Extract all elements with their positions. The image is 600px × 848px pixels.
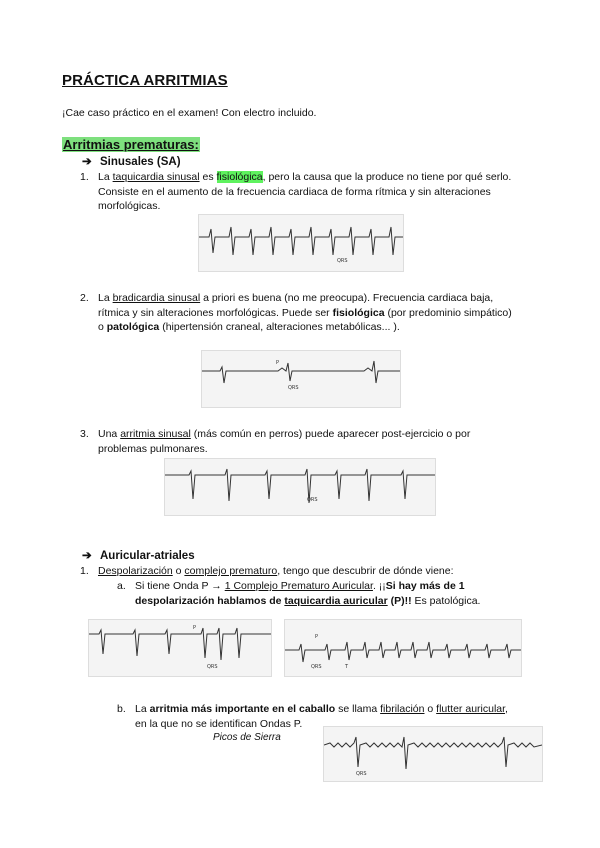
ecg-p-label: P: [193, 625, 197, 631]
ecg-t-label: T: [345, 664, 349, 670]
intro-text: ¡Cae caso práctico en el examen! Con electro incluido.: [62, 107, 317, 119]
arrow-right-icon: ➔: [82, 550, 92, 562]
ecg-qrs-label: QRS: [288, 385, 299, 391]
ecg-qrs-label: QRS: [307, 497, 318, 503]
ecg-complejo-prematuro-auricular: [88, 619, 272, 677]
ecg-bradicardia-sinusal: [201, 350, 401, 408]
subheading-auricular: ➔ Auricular-atriales: [82, 550, 195, 562]
ecg-arritmia-sinusal: [164, 458, 436, 516]
ecg-taquicardia-sinusal: [198, 214, 404, 272]
ecg-qrs-label: QRS: [356, 771, 367, 777]
ecg-flutter-auricular: [323, 726, 543, 782]
ecg-qrs-label: QRS: [207, 664, 218, 670]
ecg-p-label: P: [276, 360, 280, 366]
ecg-qrs-label: QRS: [337, 258, 348, 264]
ecg-qrs-label: QRS: [311, 664, 322, 670]
section-heading-prematuras: Arritmias prematuras:: [63, 137, 199, 152]
ecg-taquicardia-auricular: [284, 619, 522, 677]
subheading-sinusales: ➔ Sinusales (SA): [82, 156, 181, 168]
ecg-p-label: P: [315, 634, 319, 640]
page-title: PRÁCTICA ARRITMIAS: [62, 72, 228, 89]
arrow-right-icon: ➔: [82, 156, 92, 168]
caption-picos-de-sierra: Picos de Sierra: [213, 732, 281, 743]
